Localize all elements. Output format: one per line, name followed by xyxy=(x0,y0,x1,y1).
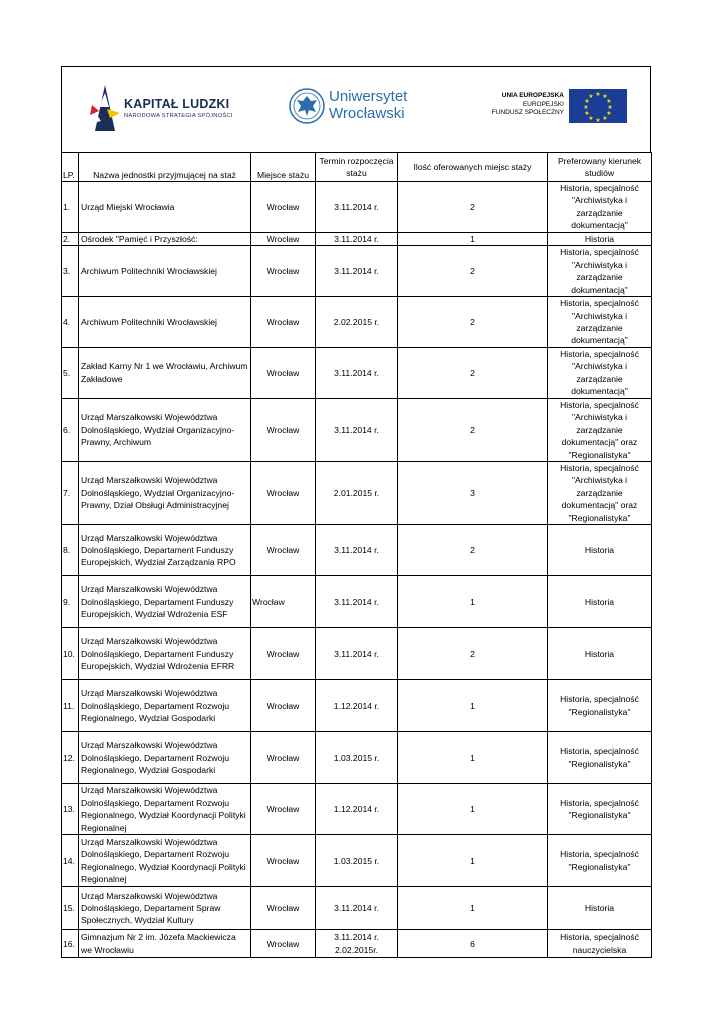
cell-start-date: 3.11.2014 r. xyxy=(316,628,398,680)
table-row xyxy=(62,628,652,680)
cell-places-count: 1 xyxy=(398,576,548,628)
cell-study-field: Historia xyxy=(548,576,652,628)
eu-fund-line2: FUNDUSZ SPOŁECZNY xyxy=(491,109,564,116)
eu-logo xyxy=(487,87,632,127)
cell-lp: 15. xyxy=(62,887,79,930)
cell-start-date: 3.11.2014 r. xyxy=(316,887,398,930)
eu-title: UNIA EUROPEJSKA xyxy=(501,92,564,99)
cell-institution: Urząd Miejski Wrocławia xyxy=(79,182,251,233)
header-name: Nazwa jednostki przyjmującej na staż xyxy=(79,153,251,182)
cell-places-count: 1 xyxy=(398,680,548,732)
svg-text:★: ★ xyxy=(606,98,612,105)
cell-city: Wrocław xyxy=(251,347,316,398)
cell-lp: 1. xyxy=(62,182,79,233)
cell-city: Wrocław xyxy=(251,835,316,887)
cell-lp: 9. xyxy=(62,576,79,628)
cell-places-count: 1 xyxy=(398,232,548,245)
header-study: Preferowany kierunek studiów xyxy=(548,153,652,182)
svg-text:★: ★ xyxy=(595,117,601,123)
cell-city: Wrocław xyxy=(251,182,316,233)
cell-lp: 8. xyxy=(62,525,79,576)
eu-fund-line1: EUROPEJSKI xyxy=(522,101,564,108)
cell-study-field: Historia, specjalność "Archiwistyka i zarządzanie dokumentacją" xyxy=(548,182,652,233)
university-logo xyxy=(289,87,439,127)
svg-text:★: ★ xyxy=(583,104,589,111)
cell-study-field: Historia, specjalność "Regionalistyka" xyxy=(548,732,652,784)
cell-start-date: 3.11.2014 r. xyxy=(316,347,398,398)
cell-study-field: Historia, specjalność "Archiwistyka i zarządzanie dokumentacją" xyxy=(548,347,652,398)
cell-city: Wrocław xyxy=(251,930,316,958)
svg-text:★: ★ xyxy=(602,93,608,100)
cell-places-count: 1 xyxy=(398,784,548,835)
cell-city: Wrocław xyxy=(251,461,316,524)
cell-institution: Urząd Marszałkowski Województwa Dolnośląskiego, Departament Spraw Społecznych, Wydział Kultury xyxy=(79,887,251,930)
cell-city: Wrocław xyxy=(251,784,316,835)
table-row xyxy=(62,732,652,784)
header-count: Ilość oferowanych miejsc staży xyxy=(398,153,548,182)
table-row xyxy=(62,930,652,958)
cell-study-field: Historia, specjalność "Archiwistyka i zarządzanie dokumentacją" xyxy=(548,246,652,297)
cell-places-count: 1 xyxy=(398,887,548,930)
table-row xyxy=(62,398,652,461)
kapital-ludzki-title: KAPITAŁ LUDZKI xyxy=(124,97,230,111)
table-row xyxy=(62,232,652,245)
cell-city: Wrocław xyxy=(251,628,316,680)
cell-start-date: 1.12.2014 r. xyxy=(316,784,398,835)
cell-lp: 10. xyxy=(62,628,79,680)
cell-lp: 13. xyxy=(62,784,79,835)
cell-study-field: Historia, specjalność "Archiwistyka i zarządzanie dokumentacją" xyxy=(548,297,652,348)
cell-lp: 11. xyxy=(62,680,79,732)
cell-places-count: 2 xyxy=(398,525,548,576)
table-row xyxy=(62,182,652,233)
cell-institution: Archiwum Politechniki Wrocławskiej xyxy=(79,246,251,297)
cell-institution: Urząd Marszałkowski Województwa Dolnośląskiego, Departament Funduszy Europejskich, Wydział Wdrożenia EFRR xyxy=(79,628,251,680)
cell-places-count: 2 xyxy=(398,398,548,461)
cell-lp: 3. xyxy=(62,246,79,297)
cell-study-field: Historia, specjalność "Regionalistyka" xyxy=(548,835,652,887)
cell-study-field: Historia, specjalność "Regionalistyka" xyxy=(548,680,652,732)
document-page xyxy=(61,66,651,955)
cell-lp: 16. xyxy=(62,930,79,958)
cell-institution: Urząd Marszałkowski Województwa Dolnośląskiego, Departament Rozwoju Regionalnego, Wydział Koordynacji Polityki Regionalnej xyxy=(79,835,251,887)
cell-city: Wrocław xyxy=(251,246,316,297)
table-row xyxy=(62,461,652,524)
cell-start-date: 1.03.2015 r. xyxy=(316,835,398,887)
cell-places-count: 2 xyxy=(398,182,548,233)
svg-text:★: ★ xyxy=(602,115,608,122)
table-header-row xyxy=(62,153,652,182)
cell-institution: Urząd Marszałkowski Województwa Dolnośląskiego, Departament Rozwoju Regionalnego, Wydział Gospodarki xyxy=(79,732,251,784)
university-name-line2: Wrocławski xyxy=(329,105,405,122)
cell-study-field: Historia xyxy=(548,887,652,930)
cell-lp: 2. xyxy=(62,232,79,245)
cell-institution: Gimnazjum Nr 2 im. Józefa Mackiewicza we Wrocławiu xyxy=(79,930,251,958)
header-lp: LP. xyxy=(62,153,79,182)
cell-start-date: 2.01.2015 r. xyxy=(316,461,398,524)
logo-header xyxy=(61,66,651,152)
cell-study-field: Historia xyxy=(548,525,652,576)
table-row xyxy=(62,347,652,398)
cell-lp: 4. xyxy=(62,297,79,348)
cell-start-date: 3.11.2014 r. xyxy=(316,576,398,628)
cell-lp: 12. xyxy=(62,732,79,784)
svg-text:★: ★ xyxy=(588,115,594,122)
cell-places-count: 3 xyxy=(398,461,548,524)
cell-start-date: 3.11.2014 r. 2.02.2015r. xyxy=(316,930,398,958)
cell-start-date: 3.11.2014 r. xyxy=(316,525,398,576)
table-row xyxy=(62,680,652,732)
cell-places-count: 2 xyxy=(398,246,548,297)
cell-start-date: 1.03.2015 r. xyxy=(316,732,398,784)
svg-text:★: ★ xyxy=(584,110,590,117)
table-row xyxy=(62,887,652,930)
header-date: Termin rozpoczęcia stażu xyxy=(316,153,398,182)
table-row xyxy=(62,525,652,576)
cell-city: Wrocław xyxy=(251,232,316,245)
cell-places-count: 6 xyxy=(398,930,548,958)
table-row xyxy=(62,246,652,297)
cell-places-count: 1 xyxy=(398,835,548,887)
internship-table xyxy=(61,152,652,958)
cell-institution: Urząd Marszałkowski Województwa Dolnośląskiego, Wydział Organizacyjno-Prawny, Dział Obsługi Administracyjnej xyxy=(79,461,251,524)
svg-text:★: ★ xyxy=(588,93,594,100)
cell-lp: 5. xyxy=(62,347,79,398)
eu-flag-icon xyxy=(569,89,627,123)
cell-start-date: 2.02.2015 r. xyxy=(316,297,398,348)
cell-start-date: 3.11.2014 r. xyxy=(316,232,398,245)
cell-lp: 14. xyxy=(62,835,79,887)
cell-start-date: 1.12.2014 r. xyxy=(316,680,398,732)
cell-study-field: Historia, specjalność "Archiwistyka i zarządzanie dokumentacją" oraz "Regionalistyka" xyxy=(548,461,652,524)
svg-text:★: ★ xyxy=(595,91,601,98)
cell-city: Wrocław xyxy=(251,680,316,732)
cell-city: Wrocław xyxy=(251,576,316,628)
table-row xyxy=(62,784,652,835)
cell-city: Wrocław xyxy=(251,887,316,930)
kapital-ludzki-subtitle: NARODOWA STRATEGIA SPÓJNOŚCI xyxy=(124,113,233,119)
cell-institution: Archiwum Politechniki Wrocławskiej xyxy=(79,297,251,348)
cell-places-count: 2 xyxy=(398,628,548,680)
cell-start-date: 3.11.2014 r. xyxy=(316,182,398,233)
cell-city: Wrocław xyxy=(251,525,316,576)
cell-institution: Urząd Marszałkowski Województwa Dolnośląskiego, Departament Rozwoju Regionalnego, Wydział Gospodarki xyxy=(79,680,251,732)
cell-study-field: Historia, specjalność "Regionalistyka" xyxy=(548,784,652,835)
university-name-line1: Uniwersytet xyxy=(329,88,408,105)
kapital-ludzki-logo xyxy=(89,85,234,133)
cell-study-field: Historia, specjalność "Archiwistyka i zarządzanie dokumentacją" oraz "Regionalistyka" xyxy=(548,398,652,461)
header-city: Miejsce stażu xyxy=(251,153,316,182)
cell-institution: Urząd Marszałkowski Województwa Dolnośląskiego, Wydział Organizacyjno-Prawny, Archiwum xyxy=(79,398,251,461)
table-row xyxy=(62,297,652,348)
cell-institution: Ośrodek "Pamięć i Przyszłość: xyxy=(79,232,251,245)
cell-lp: 6. xyxy=(62,398,79,461)
cell-institution: Urząd Marszałkowski Województwa Dolnośląskiego, Departament Rozwoju Regionalnego, Wydział Koordynacji Polityki Regionalnej xyxy=(79,784,251,835)
cell-study-field: Historia, specjalność nauczycielska xyxy=(548,930,652,958)
university-eagle-icon xyxy=(289,87,325,125)
svg-text:★: ★ xyxy=(607,104,613,111)
cell-places-count: 2 xyxy=(398,297,548,348)
cell-study-field: Historia xyxy=(548,232,652,245)
cell-places-count: 2 xyxy=(398,347,548,398)
kapital-ludzki-emblem-icon xyxy=(89,85,121,131)
cell-city: Wrocław xyxy=(251,398,316,461)
cell-institution: Urząd Marszałkowski Województwa Dolnośląskiego, Departament Funduszy Europejskich, Wydział Wdrożenia ESF xyxy=(79,576,251,628)
cell-start-date: 3.11.2014 r. xyxy=(316,246,398,297)
cell-city: Wrocław xyxy=(251,732,316,784)
table-row xyxy=(62,576,652,628)
cell-lp: 7. xyxy=(62,461,79,524)
cell-institution: Zakład Karny Nr 1 we Wrocławiu, Archiwum Zakładowe xyxy=(79,347,251,398)
cell-study-field: Historia xyxy=(548,628,652,680)
cell-places-count: 1 xyxy=(398,732,548,784)
cell-city: Wrocław xyxy=(251,297,316,348)
cell-start-date: 3.11.2014 r. xyxy=(316,398,398,461)
svg-text:★: ★ xyxy=(584,98,590,105)
table-row xyxy=(62,835,652,887)
svg-text:★: ★ xyxy=(606,110,612,117)
cell-institution: Urząd Marszałkowski Województwa Dolnośląskiego, Departament Funduszy Europejskich, Wydział Zarządzania RPO xyxy=(79,525,251,576)
